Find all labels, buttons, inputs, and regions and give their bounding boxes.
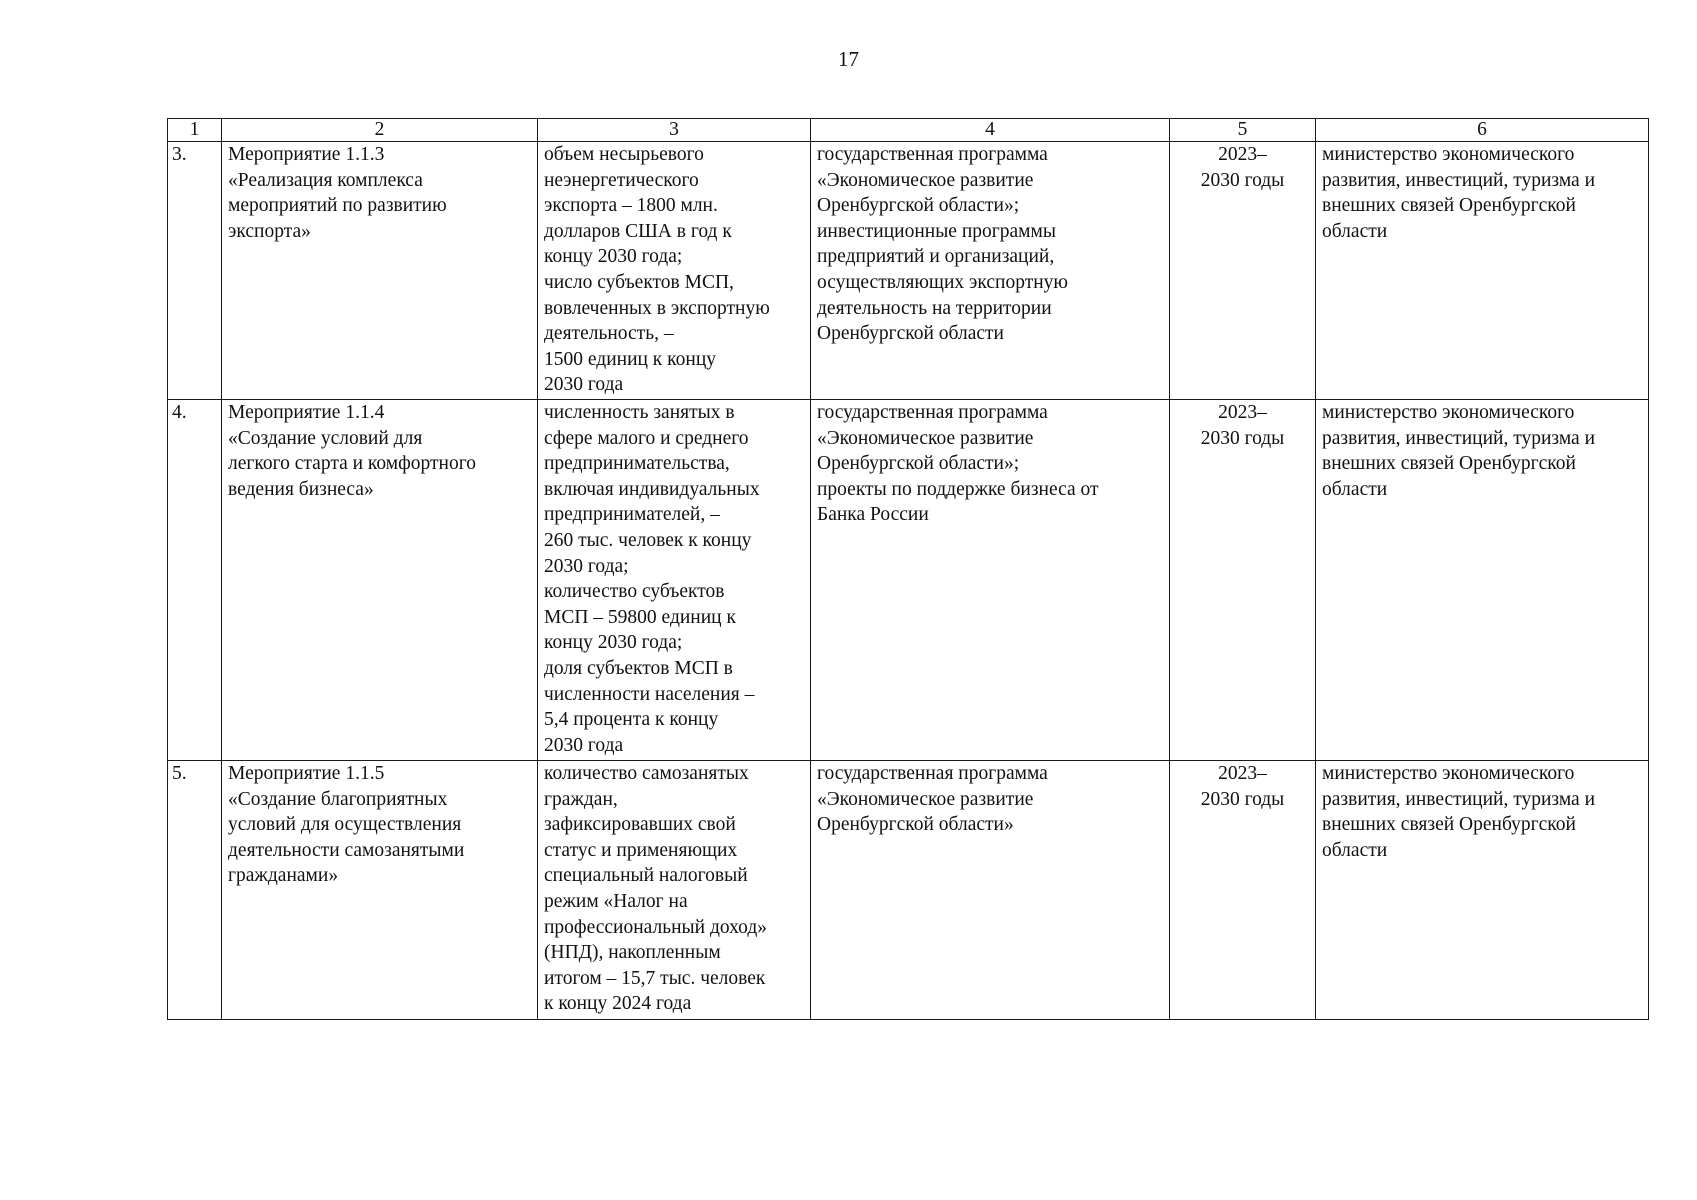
column-header: 3 — [538, 119, 811, 142]
program-cell: государственная программа «Экономическое развитие Оренбургской области»; инвестиционные программы предприятий и организаций, осуществляющих экспортную деятельность на территории Оренбургской области — [811, 142, 1170, 400]
indicator-cell: объем несырьевого неэнергетического экспорта – 1800 млн. долларов США в год к концу 2030 года; число субъектов МСП, вовлеченных в экспортную деятельность, – 1500 единиц к концу 2030 года — [538, 142, 811, 400]
column-header: 4 — [811, 119, 1170, 142]
table-header-row — [168, 119, 1649, 142]
event-cell: Мероприятие 1.1.4 «Создание условий для легкого старта и комфортного ведения бизнеса» — [222, 400, 538, 761]
column-header: 2 — [222, 119, 538, 142]
column-header: 5 — [1170, 119, 1316, 142]
program-cell: государственная программа «Экономическое развитие Оренбургской области» — [811, 761, 1170, 1020]
indicator-cell: численность занятых в сфере малого и среднего предпринимательства, включая индивидуальных предпринимателей, – 260 тыс. человек к концу 2030 года; количество субъектов МСП – 59800 единиц к концу 2030 года; доля субъектов МСП в численности населения – 5,4 процента к концу 2030 года — [538, 400, 811, 761]
period-cell: 2023– 2030 годы — [1170, 761, 1316, 1020]
activities-table — [167, 118, 1649, 1020]
program-cell: государственная программа «Экономическое развитие Оренбургской области»; проекты по поддержке бизнеса от Банка России — [811, 400, 1170, 761]
period-cell: 2023– 2030 годы — [1170, 142, 1316, 400]
row-number: 4. — [168, 400, 222, 761]
event-cell: Мероприятие 1.1.3 «Реализация комплекса мероприятий по развитию экспорта» — [222, 142, 538, 400]
executor-cell: министерство экономического развития, инвестиций, туризма и внешних связей Оренбургской области — [1316, 400, 1649, 761]
event-cell: Мероприятие 1.1.5 «Создание благоприятных условий для осуществления деятельности самозанятыми гражданами» — [222, 761, 538, 1020]
executor-cell: министерство экономического развития, инвестиций, туризма и внешних связей Оренбургской области — [1316, 142, 1649, 400]
executor-cell: министерство экономического развития, инвестиций, туризма и внешних связей Оренбургской области — [1316, 761, 1649, 1020]
table-row — [168, 761, 1649, 1020]
page-number: 17 — [838, 47, 859, 71]
table-row — [168, 142, 1649, 400]
period-cell: 2023– 2030 годы — [1170, 400, 1316, 761]
row-number: 5. — [168, 761, 222, 1020]
table-row — [168, 400, 1649, 761]
indicator-cell: количество самозанятых граждан, зафиксировавших свой статус и применяющих специальный налоговый режим «Налог на профессиональный доход» (НПД), накопленным итогом – 15,7 тыс. человек к концу 2024 года — [538, 761, 811, 1020]
column-header: 6 — [1316, 119, 1649, 142]
row-number: 3. — [168, 142, 222, 400]
column-header: 1 — [168, 119, 222, 142]
